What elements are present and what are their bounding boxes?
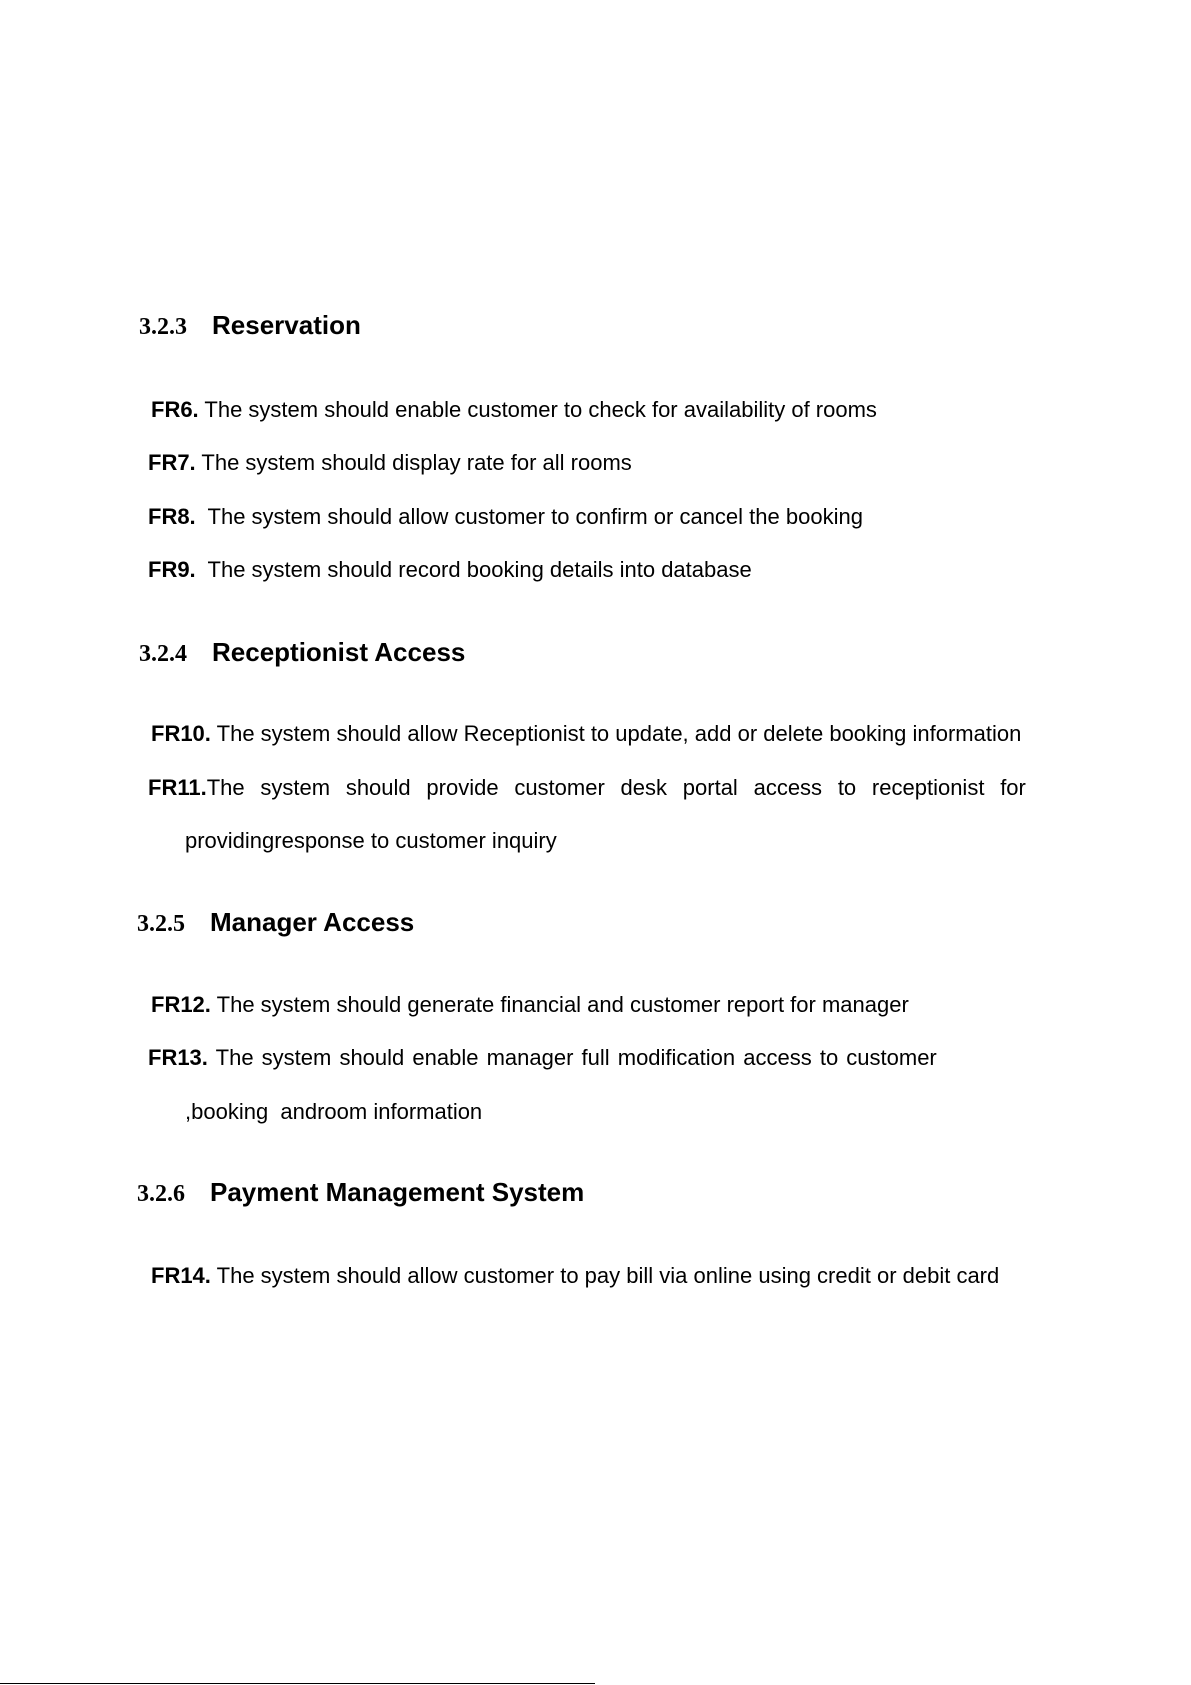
- section-heading: [137, 909, 414, 936]
- footer-rule: [0, 1683, 595, 1684]
- section-heading: [139, 312, 361, 339]
- requirement-word: access: [753, 775, 823, 800]
- requirement-text: The system should allow Receptionist to update, add or delete booking information: [216, 721, 1022, 746]
- requirement-word: should: [345, 775, 411, 800]
- requirement-id: FR13.: [148, 1045, 208, 1070]
- requirement-word: The: [206, 775, 245, 800]
- requirement-fr11: [148, 777, 1026, 799]
- requirement-id: FR12.: [151, 992, 211, 1017]
- section-heading: [139, 639, 465, 666]
- requirement-id: FR11.: [148, 775, 207, 800]
- requirement-line: [148, 777, 245, 799]
- requirement-fr10: [151, 723, 1021, 745]
- requirement-word: customer: [514, 775, 605, 800]
- section-number: 3.2.6: [137, 1181, 185, 1207]
- section-number: 3.2.5: [137, 911, 185, 937]
- requirement-word: receptionist: [871, 775, 985, 800]
- requirement-fr13: [148, 1047, 937, 1069]
- section-title: Reservation: [212, 310, 361, 340]
- requirement-id: FR14.: [151, 1263, 211, 1288]
- requirement-id: FR10.: [151, 721, 211, 746]
- requirement-word: provide: [426, 775, 499, 800]
- requirement-fr12: [151, 994, 909, 1016]
- requirement-text: The system should enable customer to check for availability of rooms: [204, 397, 877, 422]
- requirement-id: FR6.: [151, 397, 199, 422]
- requirement-continuation: providingresponse to customer inquiry: [185, 828, 557, 853]
- requirement-text: The system should allow customer to confirm or cancel the booking: [207, 504, 863, 529]
- requirement-fr8: [148, 506, 863, 528]
- section-number: 3.2.4: [139, 641, 187, 667]
- requirement-id: FR9.: [148, 557, 196, 582]
- requirement-word: for: [1000, 775, 1026, 800]
- section-title: Manager Access: [210, 907, 415, 937]
- requirement-id: FR7.: [148, 450, 196, 475]
- requirement-word: system: [260, 775, 331, 800]
- requirement-text: The system should allow customer to pay bill via online using credit or debit card: [216, 1263, 1000, 1288]
- requirement-word: desk: [620, 775, 668, 800]
- requirement-id: FR8.: [148, 504, 196, 529]
- section-heading: [137, 1179, 584, 1206]
- requirement-text: The system should record booking details into database: [207, 557, 752, 582]
- requirement-continuation: ,booking androom information: [185, 1099, 483, 1124]
- requirement-word: to: [837, 775, 857, 800]
- requirement-text: The system should display rate for all rooms: [201, 450, 632, 475]
- requirement-text: The system should generate financial and customer report for manager: [216, 992, 909, 1017]
- section-title: Receptionist Access: [212, 637, 466, 667]
- requirement-fr14: [151, 1265, 999, 1287]
- requirement-fr7: [148, 452, 632, 474]
- section-title: Payment Management System: [210, 1177, 585, 1207]
- requirement-fr6: [151, 399, 877, 421]
- section-number: 3.2.3: [139, 314, 187, 340]
- requirement-word: portal: [682, 775, 738, 800]
- requirement-text: The system should enable manager full modification access to customer: [215, 1045, 937, 1070]
- requirement-fr9: [148, 559, 752, 581]
